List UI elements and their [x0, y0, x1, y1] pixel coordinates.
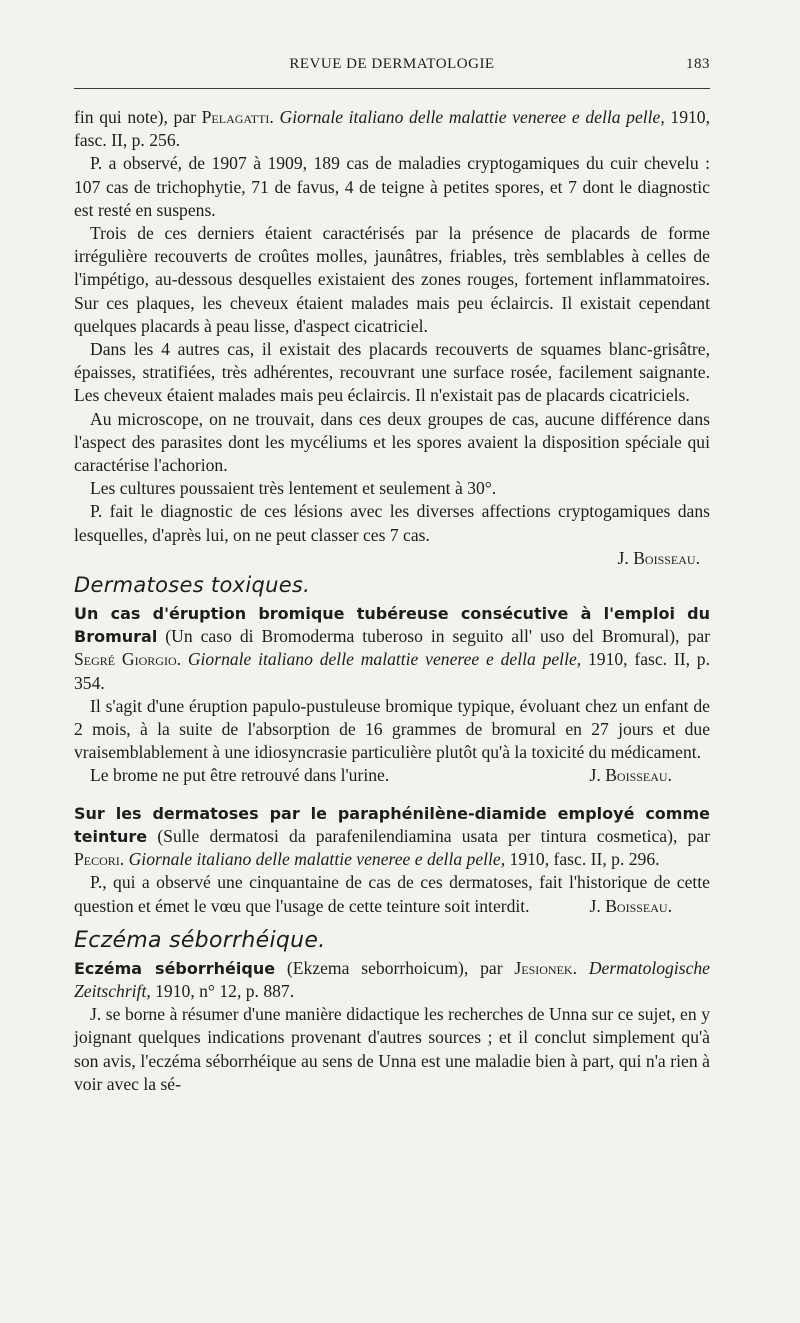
page-body: [74, 106, 710, 1096]
author-name: Pecori: [74, 849, 120, 870]
journal-name: Dermatologische Zeitschrift,: [74, 957, 710, 1001]
paragraph: Il s'agit d'une éruption papulo-pustuleuse bromique typique, évoluant chez un enfant de 2 mois, à la suite de l'absorption de 16 grammes de bromural en 27 jours et due vraisemblablement à une idiosyncrasie particulière plutôt qu'à la toxicité du médicament.: [74, 695, 710, 763]
paragraph: P., qui a observé une cinquantaine de cas de ces dermatoses, fait l'historique de cette question et émet le vœu que l'usage de cette teinture soit interdit. J. Boisseau.: [74, 871, 710, 917]
author-name: Jesionek: [514, 957, 573, 978]
running-head: [74, 56, 710, 80]
journal-name: Giornale italiano delle malattie veneree e della pelle,: [128, 849, 506, 870]
paragraph: Le brome ne put être retrouvé dans l'urine. J. Boisseau.: [74, 764, 710, 787]
article-title: Sur les dermatoses par le paraphénilène-diamide employé comme teinture: [74, 803, 710, 846]
article-title: Un cas d'éruption bromique tubéreuse consécutive à l'emploi du Bromural: [74, 604, 710, 647]
paragraph: Les cultures poussaient très lentement et seulement à 30°.: [90, 478, 497, 499]
paragraph: J. se borne à résumer d'une manière didactique les recherches de Unna sur ce sujet, en y joignant quelques indications provenant d'autres sources ; et il conclut simplement qu'à son avis, l'eczéma séborrhéique au sens de Unna est une maladie bien à part, qui n'a rien à voir avec la sé-: [74, 1004, 710, 1094]
page-number: 183: [686, 56, 710, 72]
signature: J. Boisseau.: [589, 895, 672, 916]
journal-name: Giornale italiano delle malattie veneree e della pelle,: [279, 107, 665, 127]
section-heading: Dermatoses toxiques.: [74, 573, 311, 598]
signature: J. Boisseau.: [617, 547, 700, 568]
author-name: Segré Giorgio: [74, 649, 177, 670]
article-heading: Un cas d'éruption bromique tubéreuse consécutive à l'emploi du Bromural (Un caso di Bromoderma tuberoso in seguito all' uso del Bromural), par Segré Giorgio. Giornale italiano delle malattie veneree e della pelle, 1910, fasc. II, p. 354.: [74, 604, 710, 693]
article-heading: Sur les dermatoses par le paraphénilène-diamide employé comme teinture (Sulle dermatosi da parafenilendiamina usata per tintura cosmetica), par Pecori. Giornale italiano delle malattie veneree e della pelle, 1910, fasc. II, p. 296.: [74, 803, 710, 870]
header-rule: [74, 88, 710, 89]
journal-name: Giornale italiano delle malattie veneree e della pelle,: [187, 649, 582, 670]
signature: J. Boisseau.: [589, 765, 672, 786]
author-name: Pelagatti: [201, 107, 270, 127]
journal-title: REVUE DE DERMATOLOGIE: [289, 56, 495, 72]
paragraph: P. fait le diagnostic de ces lésions avec les diverses affections cryptogamiques dans lesquelles, d'après lui, on ne peut classer ces 7 cas.: [74, 501, 710, 545]
paragraph: Dans les 4 autres cas, il existait des placards recouverts de squames blanc-grisâtre, épaisses, stratifiées, très adhérentes, recouvrant une surface rosée, facilement saignante. Les cheveux étaient malades mais peu éclaircis. Il n'existait pas de placards cicatriciels.: [74, 339, 710, 406]
article-title: Eczéma séborrhéique: [74, 958, 276, 978]
paragraph: Au microscope, on ne trouvait, dans ces deux groupes de cas, aucune différence dans l'aspect des parasites dont les mycéliums et les spores avaient la disposition spéciale qui caractérise l'achorion.: [74, 408, 710, 476]
section-heading: Eczéma séborrhéique.: [74, 927, 326, 953]
paragraph: P. a observé, de 1907 à 1909, 189 cas de maladies cryptogamiques du cuir chevelu : 107 cas de trichophytie, 71 de favus, 4 de teigne à petites spores, et 7 dont le diagnostic est resté en suspens.: [74, 153, 710, 220]
paragraph: Trois de ces derniers étaient caractérisés par la présence de placards de forme irrégulière recouverts de croûtes molles, jaunâtres, friables, très semblables à celles de l'impétigo, au-dessous desquelles existaient des zones rouges, fortement inflammatoires. Sur ces plaques, les cheveux étaient malades mais peu éclaircis. Il existait cependant quelques placards à peau lisse, d'aspect cicatriciel.: [74, 223, 710, 336]
article-heading: Eczéma séborrhéique (Ekzema seborrhoicum), par Jesionek. Dermatologische Zeitschrift, 1910, n° 12, p. 887.: [74, 957, 710, 1001]
paragraph: fin qui note), par Pelagatti. Giornale italiano delle malattie veneree e della pelle, 1910, fasc. II, p. 256.: [74, 107, 711, 151]
